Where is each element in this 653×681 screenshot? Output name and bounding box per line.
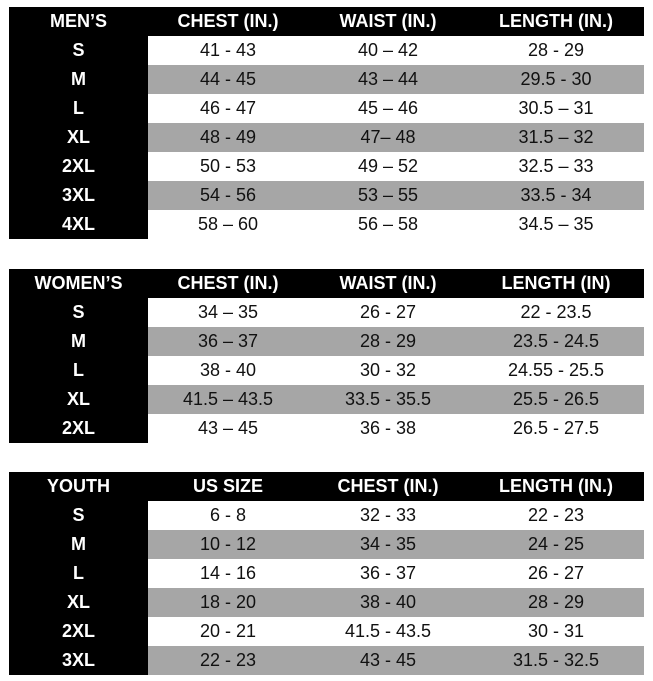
table-row <box>9 356 644 385</box>
measurement-cell: 31.5 - 32.5 <box>468 646 644 675</box>
table-row <box>9 385 644 414</box>
youth-column-header: CHEST (IN.) <box>308 472 468 501</box>
mens-size-table <box>9 7 644 239</box>
youth-column-header: YOUTH <box>9 472 148 501</box>
measurement-cell: 40 – 42 <box>308 36 468 65</box>
measurement-cell: 41.5 - 43.5 <box>308 617 468 646</box>
size-label: M <box>9 327 148 356</box>
measurement-cell: 34 – 35 <box>148 298 308 327</box>
measurement-cell: 45 – 46 <box>308 94 468 123</box>
men-column-header: MEN’S <box>9 7 148 36</box>
measurement-cell: 43 - 45 <box>308 646 468 675</box>
measurement-cell: 24 - 25 <box>468 530 644 559</box>
size-label: 2XL <box>9 152 148 181</box>
measurement-cell: 29.5 - 30 <box>468 65 644 94</box>
size-label: L <box>9 356 148 385</box>
size-label: 2XL <box>9 414 148 443</box>
table-row <box>9 617 644 646</box>
measurement-cell: 46 - 47 <box>148 94 308 123</box>
measurement-cell: 43 – 44 <box>308 65 468 94</box>
measurement-cell: 28 - 29 <box>468 588 644 617</box>
measurement-cell: 34.5 – 35 <box>468 210 644 239</box>
measurement-cell: 43 – 45 <box>148 414 308 443</box>
measurement-cell: 28 - 29 <box>308 327 468 356</box>
table-row <box>9 65 644 94</box>
measurement-cell: 32 - 33 <box>308 501 468 530</box>
measurement-cell: 18 - 20 <box>148 588 308 617</box>
measurement-cell: 33.5 - 35.5 <box>308 385 468 414</box>
measurement-cell: 28 - 29 <box>468 36 644 65</box>
measurement-cell: 49 – 52 <box>308 152 468 181</box>
youth-size-table <box>9 472 644 675</box>
table-row <box>9 298 644 327</box>
measurement-cell: 36 - 37 <box>308 559 468 588</box>
youth-column-header: US SIZE <box>148 472 308 501</box>
women-column-header: LENGTH (IN) <box>468 269 644 298</box>
measurement-cell: 30 - 31 <box>468 617 644 646</box>
measurement-cell: 25.5 - 26.5 <box>468 385 644 414</box>
measurement-cell: 22 - 23 <box>148 646 308 675</box>
table-row <box>9 152 644 181</box>
measurement-cell: 53 – 55 <box>308 181 468 210</box>
size-label: XL <box>9 385 148 414</box>
women-column-header: CHEST (IN.) <box>148 269 308 298</box>
size-label: S <box>9 298 148 327</box>
size-label: L <box>9 559 148 588</box>
measurement-cell: 23.5 - 24.5 <box>468 327 644 356</box>
youth-header-row <box>9 472 644 501</box>
measurement-cell: 32.5 – 33 <box>468 152 644 181</box>
size-label: 3XL <box>9 181 148 210</box>
measurement-cell: 10 - 12 <box>148 530 308 559</box>
women-column-header: WOMEN’S <box>9 269 148 298</box>
table-row <box>9 530 644 559</box>
measurement-cell: 20 - 21 <box>148 617 308 646</box>
measurement-cell: 22 - 23 <box>468 501 644 530</box>
women-column-header: WAIST (IN.) <box>308 269 468 298</box>
men-column-header: CHEST (IN.) <box>148 7 308 36</box>
table-row <box>9 414 644 443</box>
table-row <box>9 588 644 617</box>
size-label: XL <box>9 123 148 152</box>
size-label: 2XL <box>9 617 148 646</box>
table-row <box>9 123 644 152</box>
youth-column-header: LENGTH (IN.) <box>468 472 644 501</box>
table-row <box>9 327 644 356</box>
measurement-cell: 24.55 - 25.5 <box>468 356 644 385</box>
table-row <box>9 94 644 123</box>
size-label: L <box>9 94 148 123</box>
table-row <box>9 36 644 65</box>
measurement-cell: 26 - 27 <box>468 559 644 588</box>
table-row <box>9 559 644 588</box>
measurement-cell: 56 – 58 <box>308 210 468 239</box>
women-header-row <box>9 269 644 298</box>
measurement-cell: 36 - 38 <box>308 414 468 443</box>
measurement-cell: 33.5 - 34 <box>468 181 644 210</box>
measurement-cell: 44 - 45 <box>148 65 308 94</box>
measurement-cell: 6 - 8 <box>148 501 308 530</box>
measurement-cell: 31.5 – 32 <box>468 123 644 152</box>
womens-size-table <box>9 269 644 443</box>
table-row <box>9 181 644 210</box>
men-column-header: LENGTH (IN.) <box>468 7 644 36</box>
measurement-cell: 41 - 43 <box>148 36 308 65</box>
size-label: XL <box>9 588 148 617</box>
men-header-row <box>9 7 644 36</box>
measurement-cell: 58 – 60 <box>148 210 308 239</box>
measurement-cell: 22 - 23.5 <box>468 298 644 327</box>
measurement-cell: 50 - 53 <box>148 152 308 181</box>
table-row <box>9 646 644 675</box>
measurement-cell: 36 – 37 <box>148 327 308 356</box>
table-row <box>9 210 644 239</box>
measurement-cell: 14 - 16 <box>148 559 308 588</box>
size-label: 3XL <box>9 646 148 675</box>
table-row <box>9 501 644 530</box>
size-label: 4XL <box>9 210 148 239</box>
size-label: M <box>9 530 148 559</box>
measurement-cell: 47– 48 <box>308 123 468 152</box>
measurement-cell: 30.5 – 31 <box>468 94 644 123</box>
measurement-cell: 26 - 27 <box>308 298 468 327</box>
measurement-cell: 26.5 - 27.5 <box>468 414 644 443</box>
men-column-header: WAIST (IN.) <box>308 7 468 36</box>
measurement-cell: 48 - 49 <box>148 123 308 152</box>
measurement-cell: 30 - 32 <box>308 356 468 385</box>
measurement-cell: 38 - 40 <box>148 356 308 385</box>
measurement-cell: 38 - 40 <box>308 588 468 617</box>
size-label: M <box>9 65 148 94</box>
size-label: S <box>9 501 148 530</box>
measurement-cell: 54 - 56 <box>148 181 308 210</box>
size-label: S <box>9 36 148 65</box>
measurement-cell: 41.5 – 43.5 <box>148 385 308 414</box>
measurement-cell: 34 - 35 <box>308 530 468 559</box>
